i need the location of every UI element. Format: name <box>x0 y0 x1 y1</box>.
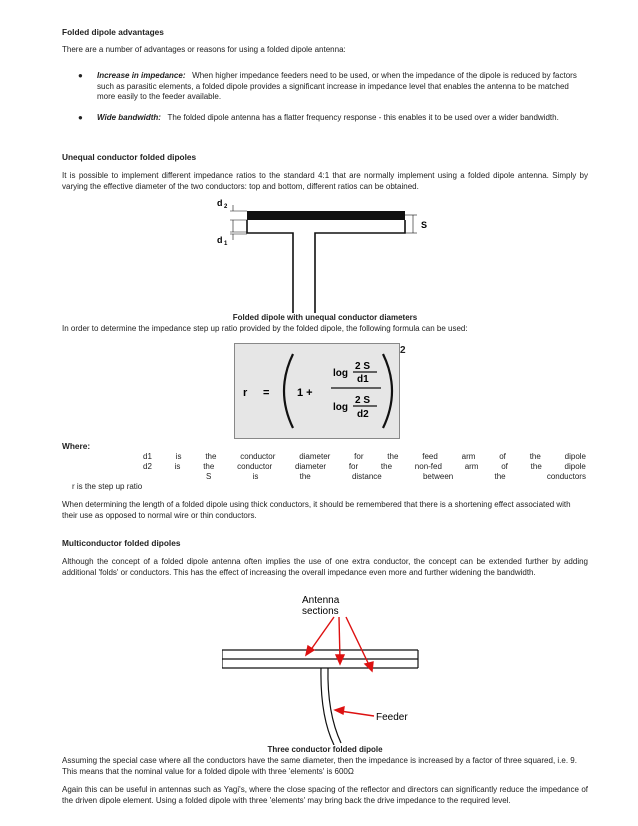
formula-one-plus: 1 + <box>297 387 313 399</box>
label-antenna: Antenna <box>302 595 340 606</box>
intro-paragraph: There are a number of advantages or reasons for using a folded dipole antenna: <box>62 45 346 54</box>
where-line-s: S is the distance between the conductors <box>206 472 586 481</box>
den2: d2 <box>357 409 369 420</box>
formula-svg <box>235 344 399 438</box>
where-line-r: r is the step up ratio <box>72 482 143 491</box>
formula-box <box>234 343 400 439</box>
advantages-list <box>62 71 588 123</box>
bullet-term: Wide bandwidth: <box>97 112 161 122</box>
formula-r: r <box>243 387 248 399</box>
formula-eq: = <box>263 387 270 399</box>
heading-multiconductor: Multiconductor folded dipoles <box>62 538 181 548</box>
label-d2-sub: 2 <box>224 204 228 210</box>
heading-advantages: Folded dipole advantages <box>62 27 164 37</box>
thick-conductor <box>247 211 405 220</box>
shortening-note: When determining the length of a folded dipole using thick conductors, it should be remembered that there is a shortening effect associated with their use as opposed to normal wire or thin conductors. <box>62 500 571 520</box>
label-s: S <box>421 220 428 230</box>
log-denominator: log <box>333 402 348 413</box>
multiconductor-para2: Assuming the special case where all the conductors have the same diameter, then the impedance is increased by a factor of three squared, i.e. 9. This means that the nominal value for a folded dipole with three 'elements' is 600Ω <box>62 756 577 776</box>
bullet-term: Increase in impedance: <box>97 71 186 80</box>
label-d2: d <box>217 198 223 208</box>
unequal-dipole-figure <box>205 195 445 313</box>
thin-conductor <box>247 220 405 313</box>
list-item <box>62 113 588 124</box>
label-d1: d <box>217 235 223 245</box>
list-item <box>62 71 588 103</box>
bullet-text: The folded dipole antenna has a flatter frequency response - this enables it to be used over a wider bandwidth. <box>167 112 559 122</box>
multiconductor-paragraph: Although the concept of a folded dipole antenna often implies the use of one extra conductor, the concept can be extended further by adding additional 'folds' or conductors. This has the effect of increasing the overall impedance even more and further widening the bandwidth. <box>62 557 588 577</box>
num1: 2 S <box>355 361 371 372</box>
log-numerator: log <box>333 368 348 379</box>
label-feeder: Feeder <box>376 712 408 723</box>
figure2-caption: Three conductor folded dipole <box>267 745 383 754</box>
three-conductor-figure <box>222 591 422 745</box>
figure1-caption: Folded dipole with unequal conductor diameters <box>232 313 418 322</box>
den1: d1 <box>357 374 369 385</box>
label-sections: sections <box>302 606 339 617</box>
num2: 2 S <box>355 395 371 406</box>
heading-unequal: Unequal conductor folded dipoles <box>62 152 197 162</box>
unequal-paragraph: It is possible to implement different impedance ratios to the standard 4:1 that are normally implement using a folded dipole antenna. Simply by varying the effective diameter of the two conductors: top and bottom, different ratios can be obtained. <box>62 171 588 191</box>
label-d1-sub: 1 <box>224 241 228 247</box>
red-arrows <box>306 617 374 716</box>
where-line-d2: d2 is the conductor diameter for the non-fed arm of the dipole <box>143 462 586 471</box>
bullet-text: When higher impedance feeders need to be used, or when the impedance of the dipole is reduced by factors such as parasitic elements, a folded dipole provides a significant increase in impedance level that enables the antenna to be matched more easily to the feeder available. <box>97 71 577 101</box>
left-paren <box>284 354 293 428</box>
where-line-d1: d1 is the conductor diameter for the feed arm of the dipole <box>143 452 586 461</box>
where-label: Where: <box>62 441 91 451</box>
bullet-icon: ● <box>78 71 83 80</box>
formula-power: 2 <box>400 345 406 356</box>
right-paren <box>383 354 392 428</box>
bullet-icon: ● <box>78 112 83 122</box>
multiconductor-para3: Again this can be useful in antennas such as Yagi's, where the close spacing of the reflector and directors can significantly reduce the impedance of the driven dipole element. Using a folded dipole with three 'elements' may bring back the drive impedance to the required level. <box>62 785 588 805</box>
formula-intro: In order to determine the impedance step up ratio provided by the folded dipole, the following formula can be used: <box>62 324 468 333</box>
